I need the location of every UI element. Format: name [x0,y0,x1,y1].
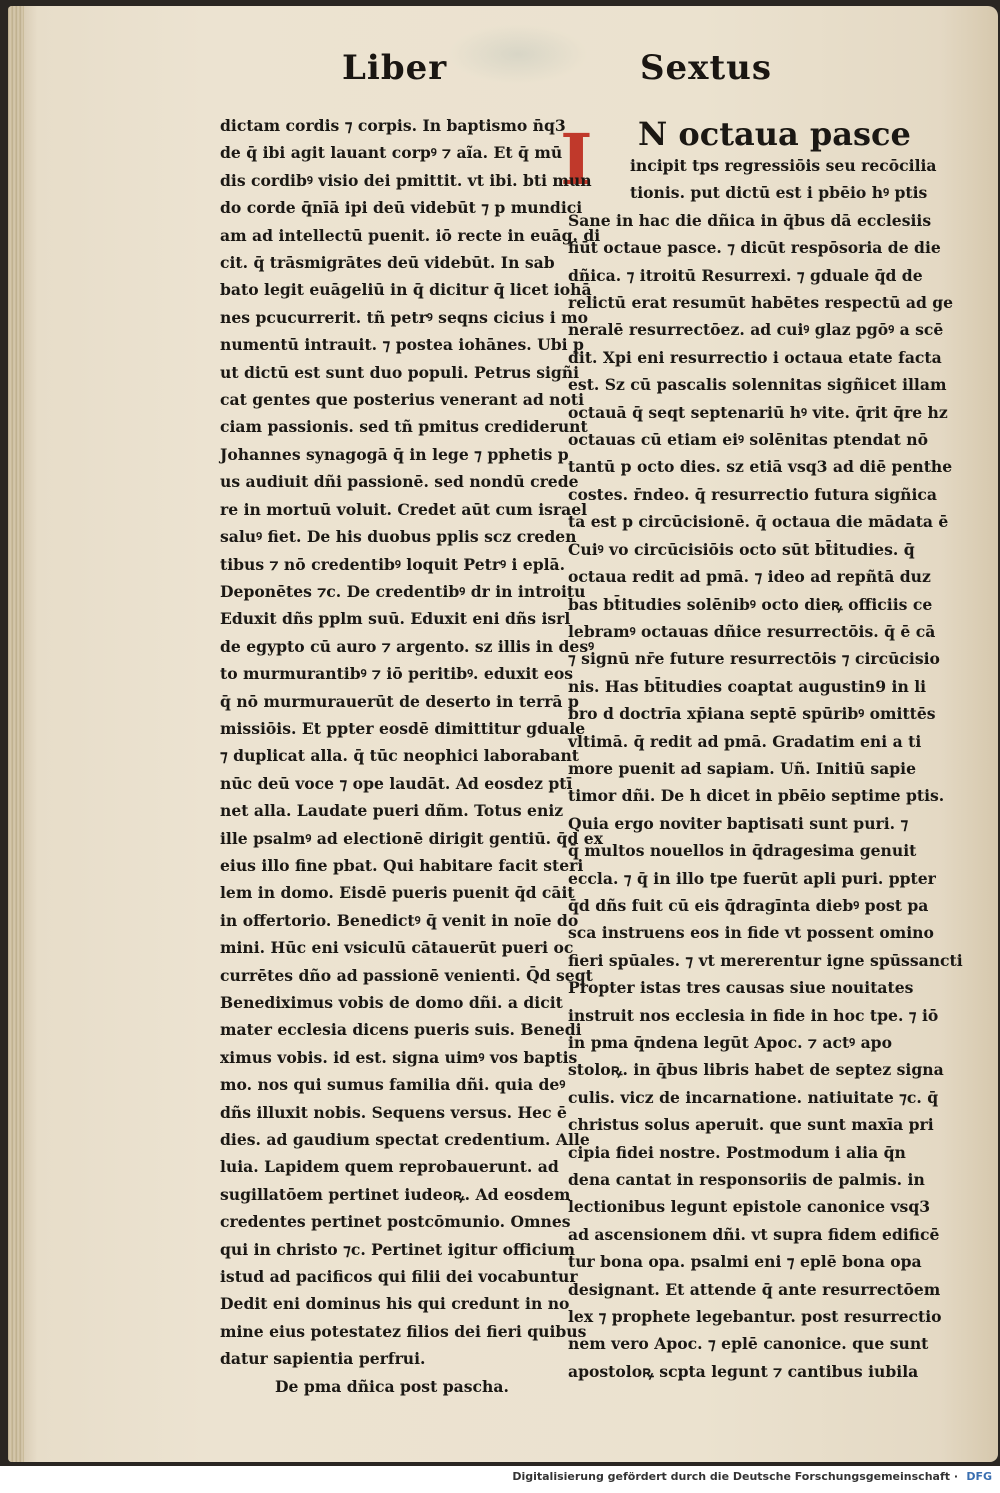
left-column-line: to murmurantibꝰ ⁊ iō peritibꝰ. eduxit eos [220,664,574,684]
left-column-line: missiōis. Et ppter eosdē dimittitur gduale [220,718,586,738]
right-column-line: est. Sz cū pascalis solennitas sigñicet illam [568,375,947,395]
right-column-line: bas bt̄itudies solēnibꝰ octo dieꝶ officiis ce [568,594,933,614]
right-column-line: more puenit ad sapiam. Uñ. Initiū sapie [568,758,917,778]
left-column-line: lem in domo. Eisdē pueris puenit q̄d cāit [220,883,575,903]
left-column-line: ximus vobis. id est. signa uimꝰ vos baptis [220,1047,578,1067]
right-column-lines [568,152,963,1385]
right-column-line: culis. vicz de incarnatione. natiuitate ⁊c. q̄ [568,1087,939,1107]
right-column-line: sca instruens eos in fide vt possent omino [568,923,934,943]
right-column-line: stoloꝶ. in q̄bus libris habet de septez signa [568,1060,944,1080]
running-head-right: Sextus [640,48,773,88]
left-column-line: istud ad pacificos qui filii dei vocabuntur [220,1267,578,1287]
right-column-line: cipia fidei nostre. Postmodum i alia q̄n [568,1142,906,1162]
right-column-line: dit. Xpi eni resurrectio i octaua etate facta [568,347,942,367]
right-column-line: octauā q̄ seqt septenariū hꝰ vite. q̄rit q̄re hz [568,402,948,422]
left-column-line: Deponētes ⁊c. De credentibꝰ dr in introitu [220,581,586,601]
section-heading: De pma dñica post pascha. [275,1376,509,1396]
right-column-line: lex ⁊ prophete legebantur. post resurrectio [568,1307,942,1327]
red-initial-letter: I [560,118,593,201]
left-column-line: dies. ad gaudium spectat credentium. Alle [220,1130,590,1150]
right-column-line: lebramꝰ octauas dñice resurrectōis. q̄ ē cā [568,621,936,641]
running-head-left: Liber [342,48,448,88]
right-column-line: lectionibus legunt epistole canonice vsq3 [568,1197,931,1217]
right-column-line: bro d doctrīa xp̄iana septē spūribꝰ omittēs [568,704,936,724]
right-text-column [568,115,963,1385]
left-column-line: mater ecclesia dicens pueris suis. Benedi [220,1020,582,1040]
right-column-line: timor dñi. De h dicet in pbēio septime ptis. [568,786,945,806]
right-column-line: dñica. ⁊ itroitū Resurrexi. ⁊ gduale q̄d de [568,265,923,285]
right-column-line: octaua redit ad pmā. ⁊ ideo ad repñtā duz [568,567,931,587]
left-column-line: qui in christo ⁊c. Pertinet igitur officium [220,1239,575,1259]
left-column-line: in offertorio. Benedictꝰ q̄ venit in noīe do [220,910,579,930]
left-column-line: bato legit euāgeliū in q̄ dicitur q̄ licet iohā [220,280,592,300]
left-column-line: mine eius potestatez filios dei fieri quibus [220,1321,587,1341]
left-column-line: de egypto cū auro ⁊ argento. sz illis in desꝰ [220,636,595,656]
right-column-line: christus solus aperuit. que sunt maxīa pri [568,1115,934,1135]
right-column-line: Quia ergo noviter baptisati sunt puri. ⁊ [568,813,909,833]
right-column-line: nem vero Apoc. ⁊ eplē canonice. que sunt [568,1334,929,1354]
left-column-line: q̄ nō murmurauerūt de deserto in terrā p [220,691,579,711]
right-column-intro: N octaua pasce [638,115,911,153]
left-column-line: ⁊ duplicat alla. q̄ tūc neophici laborabant [220,746,579,766]
left-column-line: do corde q̄nīā ipi deū videbūt ⁊ p mundici [220,198,583,218]
left-column-line: Eduxit dñs pplm suū. Eduxit eni dñs isrl [220,609,571,629]
footer-credit: Digitalisierung gefördert durch die Deutsche Forschungsgemeinschaft · [512,1470,958,1483]
left-column-line: ut dictū est sunt duo populi. Petrus sigñi [220,362,580,382]
right-column-line: q̄d dñs fuit cū eis q̄dragīnta diebꝰ post pa [568,895,929,915]
left-column-line: ciam passionis. sed tñ pmitus crediderunt [220,417,588,437]
left-column-line: datur sapientia perfrui. [220,1349,426,1369]
right-column-line: ⁊ signū nr̄e future resurrectōis ⁊ circūcisio [568,649,940,669]
page-edge [8,6,24,1462]
right-column-line: in pma q̄ndena legūt Apoc. ⁊ actꝰ apo [568,1033,892,1052]
paper-stain [448,24,588,84]
left-column-line: Johannes synagogā q̄ in lege ⁊ pphetis p [220,444,569,464]
right-column-line: Sane in hac die dñica in q̄bus dā ecclesiis [568,210,932,230]
left-column-line: cat gentes que posterius venerant ad noti [220,390,585,410]
right-column-line: dena cantat in responsoriis de palmis. in [568,1170,925,1190]
right-column-line: Cuiꝰ vo circūcisiōis octo sūt bt̄itudies. q̄ [568,539,915,559]
left-column-line: re in mortuū voluit. Credet aūt cum israel [220,499,588,519]
left-column-line: nes pcucurrerit. tñ petrꝰ seqns cicius i mo [220,307,588,327]
left-column-line: mo. nos qui sumus familia dñi. quia deꝰ [220,1075,566,1095]
right-column-line: costes. r̄ndeo. q̄ resurrectio futura sigñica [568,484,937,504]
left-column-line: Dedit eni dominus his qui credunt in no [220,1294,570,1314]
right-column-line: ta est p circūcisionē. q̄ octaua die mādata ē [568,512,949,532]
right-column-line: tionis. put dictū est i pbēio hꝰ ptis [630,183,928,203]
dfg-logo: DFG [966,1470,992,1483]
left-column-line: dñs illuxit nobis. Sequens versus. Hec ē [220,1102,567,1122]
left-column-line: Benediximus vobis de domo dñi. a dicit [220,993,563,1012]
left-column-line: luia. Lapidem quem reprobauerunt. ad [220,1157,559,1177]
left-column-line: de q̄ ibi agit lauant corpꝰ ⁊ aĩa. Et q̄ mū [220,143,563,163]
left-text-column [220,112,603,1400]
right-column-line: neralē resurrectōez. ad cuiꝰ glaz pgōꝰ a scē [568,320,944,340]
left-column-line: net alla. Laudate pueri dñm. Totus eniz [220,801,564,821]
right-column-line: fiūt octaue pasce. ⁊ dicūt respōsoria de die [568,238,941,258]
left-column-line: cit. q̄ trāsmigrātes deū videbūt. In sab [220,253,555,273]
right-column-line: tur bona opa. psalmi eni ⁊ eplē bona opa [568,1252,922,1272]
left-column-line: us audiuit dñi passionē. sed nondū crede [220,472,579,492]
right-column-line: q̄ multos nouellos in q̄dragesima genuit [568,841,917,861]
right-column-line: instruit nos ecclesia in fide in hoc tpe. ⁊ iō [568,1005,939,1025]
left-column-line: dis cordibꝰ visio dei pmittit. vt ibi. bti mun [220,170,592,190]
right-column-line: relictū erat resumūt habētes respectū ad ge [568,293,954,313]
right-column-line: nis. Has bt̄itudies coaptat augustin9 in li [568,676,927,696]
left-column-line: mini. Hūc eni vsiculū cātauerūt pueri oc [220,938,574,958]
left-column-line: numentū intrauit. ⁊ postea iohānes. Ubi p [220,335,584,355]
right-column-line: incipit tps regressiōis seu recōcilia [630,156,937,175]
right-column-line: Propter istas tres causas siue nouitates [568,978,914,998]
right-column-line: tantū p octo dies. sz etiā vsq3 ad diē penthe [568,457,953,477]
left-column-line: nūc deū voce ⁊ ope laudāt. Ad eosdez ptī [220,773,573,793]
left-column-line: credentes pertinet postcōmunio. Omnes [220,1212,571,1232]
left-column-line: saluꝰ fiet. De his duobus pplis scz creden [220,527,577,547]
left-column-line: sugillatōem pertinet iudeoꝶ. Ad eosdem [220,1184,571,1204]
right-column-line: eccla. ⁊ q̄ in illo tpe fuerūt apli puri. ppter [568,868,936,888]
right-column-line: octauas cū etiam eiꝰ solēnitas ptendat nō [568,430,928,450]
left-column-line: tibus ⁊ nō credentibꝰ loquit Petrꝰ i eplā. [220,554,566,574]
left-column-line: am ad intellectū puenit. iō recte in euāg. di [220,225,601,245]
left-column-line: dictam cordis ⁊ corpis. In baptismo n̄q3 [220,116,566,135]
right-column-line: ad ascensionem dñi. vt supra fidem edificē [568,1224,940,1244]
right-column-line: designant. Et attende q̄ ante resurrectōem [568,1279,941,1299]
left-column-line: eius illo fine pbat. Qui habitare facit steri [220,855,584,875]
left-column-line: currētes dño ad passionē venienti. Q̄d seqt [220,965,593,985]
right-column-line: fieri spūales. ⁊ vt mererentur igne spūssancti [568,950,963,970]
left-column-line: ille psalmꝰ ad electionē dirigit gentiū. q̄d ex [220,828,603,848]
right-column-line: apostoloꝶ scpta legunt ⁊ cantibus iubila [568,1361,919,1381]
right-column-line: vltimā. q̄ redit ad pmā. Gradatim eni a ti [568,731,922,751]
